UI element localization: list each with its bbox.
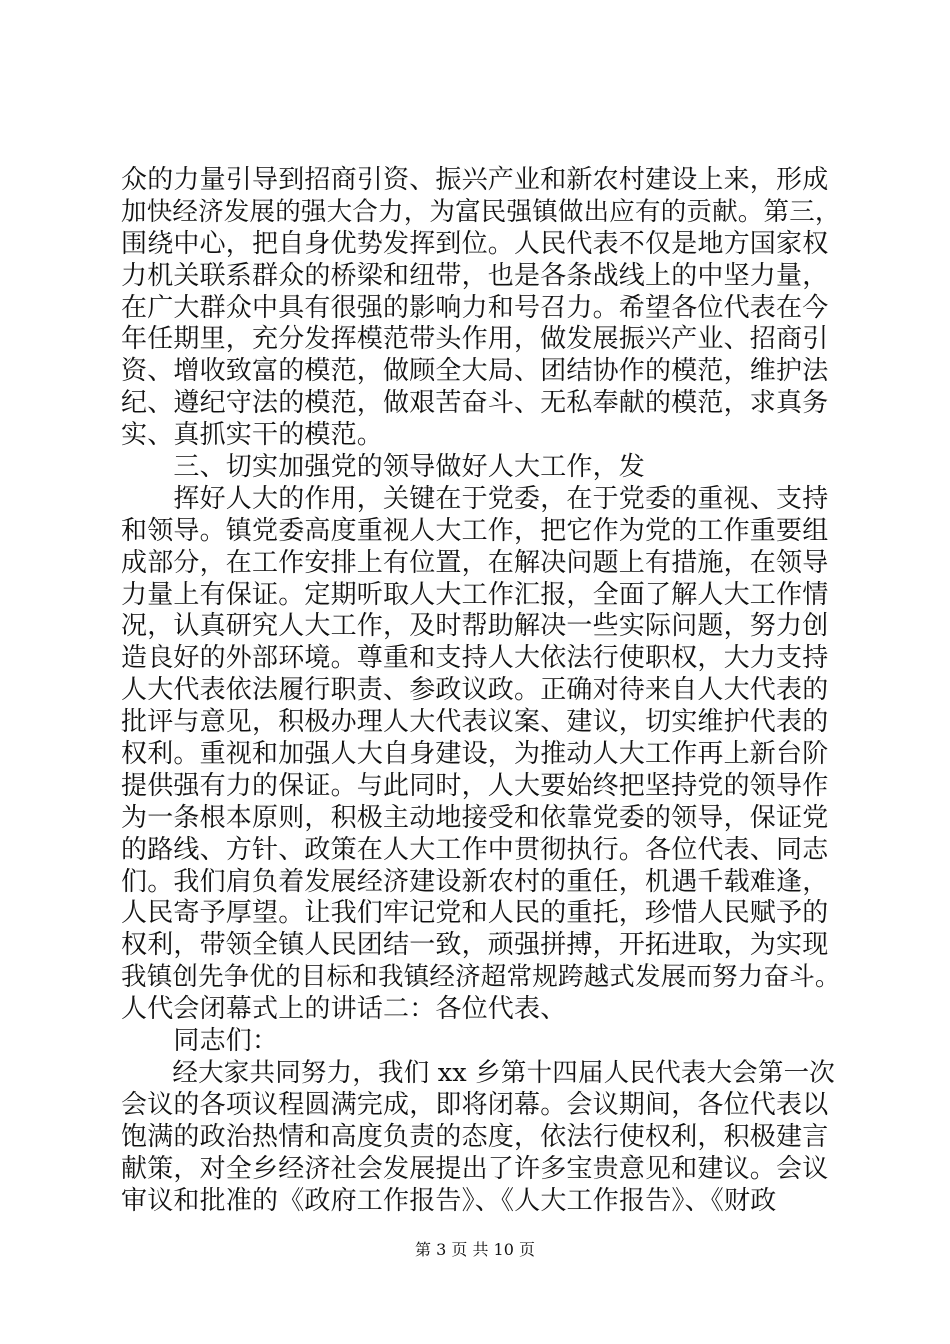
text-line: 加快经济发展的强大合力，为富民强镇做出应有的贡献。第三，: [121, 196, 841, 227]
text-line: 我镇创先争优的目标和我镇经济超常规跨越式发展而努力奋斗。: [121, 962, 841, 993]
text-line: 审议和批准的《政府工作报告》、《人大工作报告》、《财政: [121, 1185, 777, 1216]
text-line: 资、增收致富的模范，做顾全大局、团结协作的模范，维护法: [121, 356, 829, 387]
text-line: 实、真抓实干的模范。: [121, 420, 384, 451]
text-line: 成部分，在工作安排上有位置，在解决问题上有措施，在领导: [121, 547, 829, 578]
text-line: 批评与意见，积极办理人大代表议案、建议，切实维护代表的: [121, 707, 829, 738]
document-body: [121, 165, 841, 1217]
text-line: 为一条根本原则，积极主动地接受和依靠党委的领导，保证党: [121, 802, 829, 833]
text-line: 权利。重视和加强人大自身建设，为推动人大工作再上新台阶: [121, 739, 829, 770]
text-line: 饱满的政治热情和高度负责的态度，依法行使权利，积极建言: [121, 1121, 829, 1152]
text-line: 纪、遵纪守法的模范，做艰苦奋斗、无私奉献的模范，求真务: [121, 388, 829, 419]
text-line: 人大代表依法履行职责、参政议政。正确对待来自人大代表的: [121, 675, 829, 706]
text-line: 力机关联系群众的桥梁和纽带，也是各条战线上的中坚力量，: [121, 260, 829, 291]
text-line: 围绕中心，把自身优势发挥到位。人民代表不仅是地方国家权: [121, 228, 829, 259]
text-line: 人代会闭幕式上的讲话二：各位代表、: [121, 994, 567, 1025]
text-line: 们。我们肩负着发展经济建设新农村的重任，机遇千载难逢，: [121, 866, 829, 897]
text-line: 的路线、方针、政策在人大工作中贯彻执行。各位代表、同志: [121, 834, 829, 865]
text-line: 年任期里，充分发挥模范带头作用，做发展振兴产业、招商引: [121, 324, 829, 355]
text-line: 在广大群众中具有很强的影响力和号召力。希望各位代表在今: [121, 292, 829, 323]
text-line: 权利，带领全镇人民团结一致，顽强拼搏，开拓进取，为实现: [121, 930, 829, 961]
text-line: 挥好人大的作用，关键在于党委，在于党委的重视、支持: [121, 483, 829, 514]
text-line: 会议的各项议程圆满完成，即将闭幕。会议期间，各位代表以: [121, 1089, 829, 1120]
text-line: 和领导。镇党委高度重视人大工作，把它作为党的工作重要组: [121, 515, 829, 546]
text-line: 人民寄予厚望。让我们牢记党和人民的重托，珍惜人民赋予的: [121, 898, 829, 929]
text-line: 力量上有保证。定期听取人大工作汇报，全面了解人大工作情: [121, 579, 829, 610]
text-line: 经大家共同努力，我们 xx 乡第十四届人民代表大会第一次: [121, 1057, 835, 1088]
text-line: 献策，对全乡经济社会发展提出了许多宝贵意见和建议。会议: [121, 1153, 829, 1184]
text-line: 众的力量引导到招商引资、振兴产业和新农村建设上来，形成: [121, 165, 829, 195]
text-line: 况，认真研究人大工作，及时帮助解决一些实际问题，努力创: [121, 611, 829, 642]
page-footer: [0, 1239, 950, 1261]
text-line: 造良好的外部环境。尊重和支持人大依法行使职权，大力支持: [121, 643, 829, 674]
text-line: 三、切实加强党的领导做好人大工作，发: [121, 452, 646, 483]
text-line: 同志们：: [121, 1026, 279, 1057]
text-line: 提供强有力的保证。与此同时，人大要始终把坚持党的领导作: [121, 770, 829, 801]
page-indicator: 第 3 页 共 10 页: [415, 1240, 535, 1259]
